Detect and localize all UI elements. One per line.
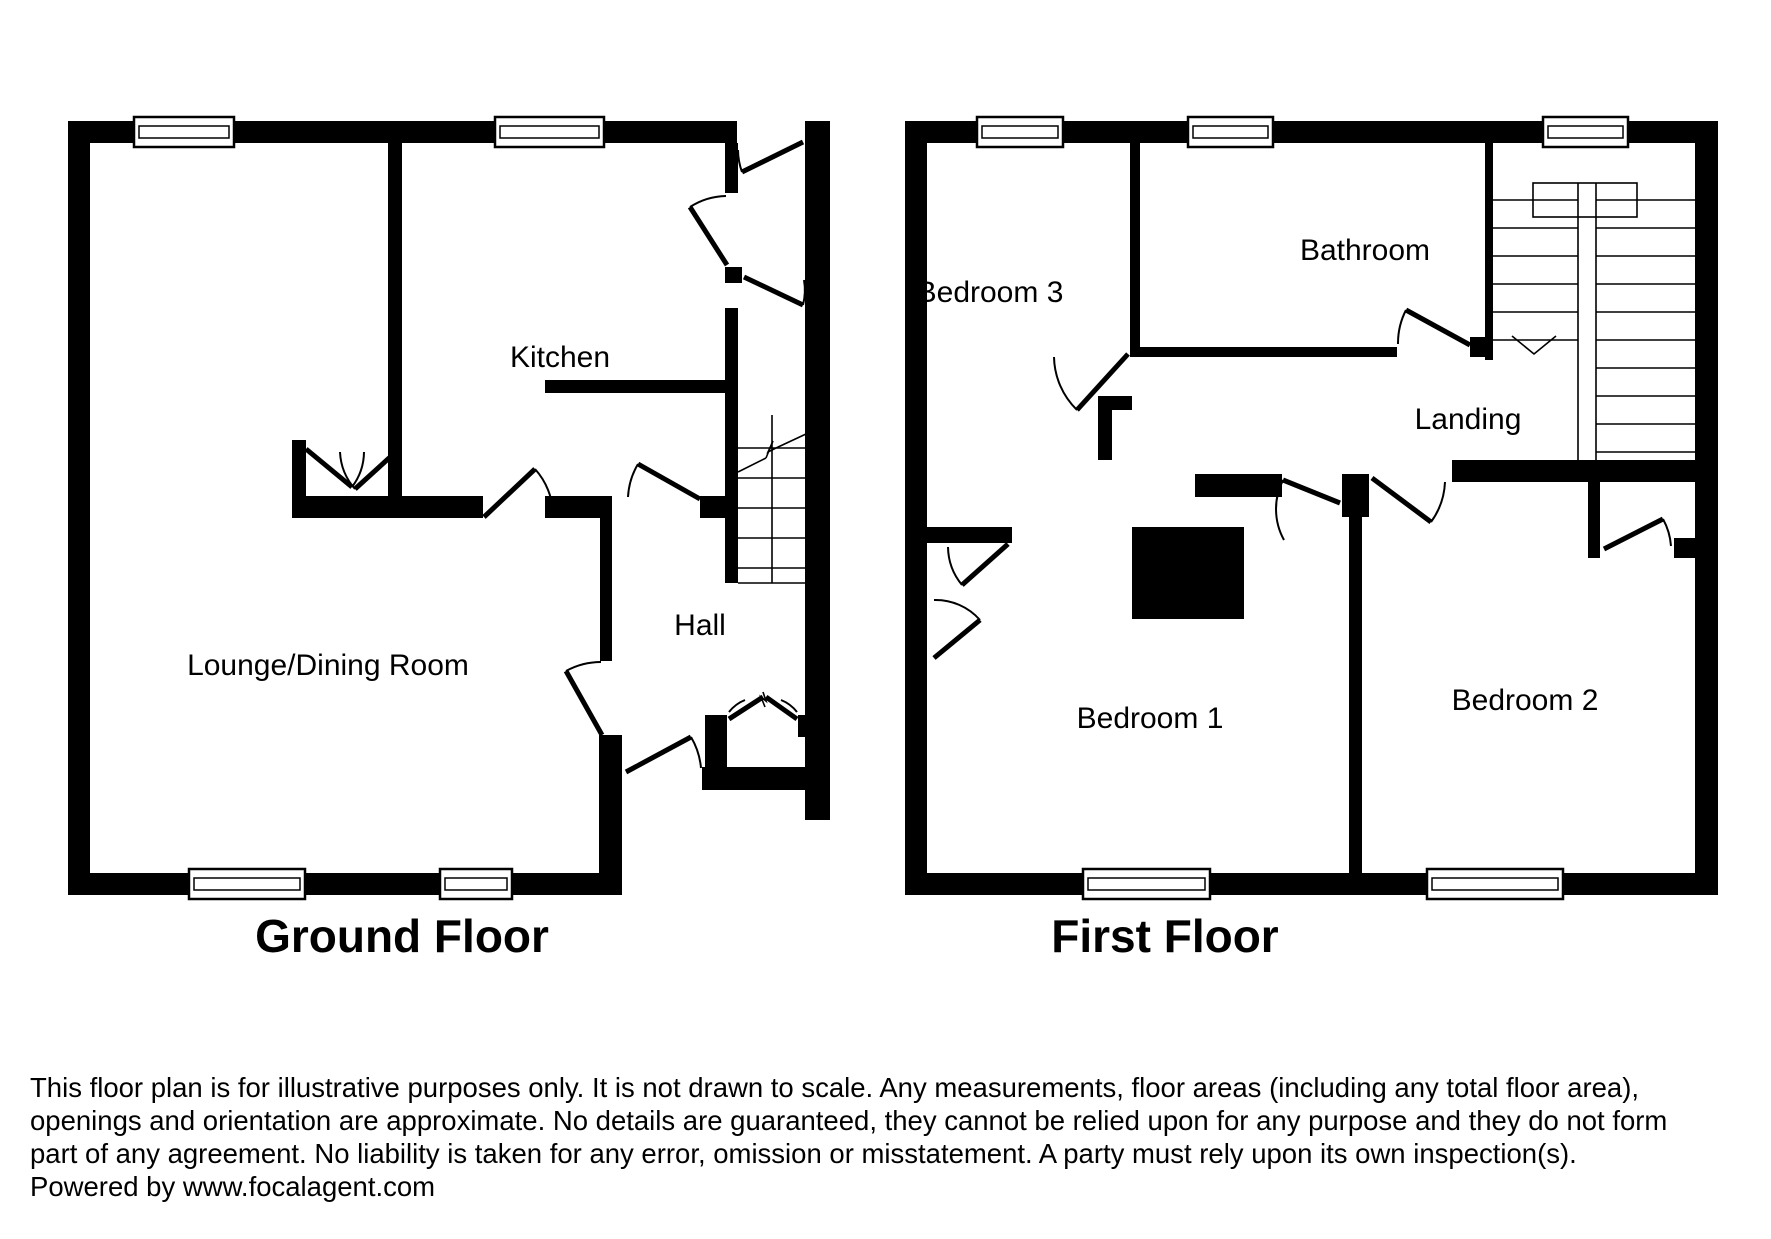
bedroom1-door <box>1276 480 1340 540</box>
disclaimer-line-2: openings and orientation are approximate. No details are guaranteed, they cannot be relied upon for any purpose and they do not form <box>30 1105 1668 1136</box>
window-bedroom2 <box>1427 869 1563 899</box>
kitchen-door <box>484 469 553 517</box>
ground-floor-stairs <box>738 415 806 583</box>
back-double-door <box>729 692 797 719</box>
window-bathroom <box>1188 117 1273 147</box>
label-bedroom2: Bedroom 2 <box>1451 684 1599 717</box>
disclaimer-text <box>30 1072 1667 1202</box>
lounge-hall-door <box>566 662 602 735</box>
label-first-floor: First Floor <box>1051 910 1279 962</box>
window-top-lounge <box>134 117 234 147</box>
stairs-down-arrow <box>1512 336 1556 354</box>
bedroom2-door <box>1372 478 1445 522</box>
front-door <box>738 142 803 172</box>
first-floor-labels <box>917 234 1599 962</box>
label-bathroom: Bathroom <box>1299 234 1431 267</box>
bedroom1-entry-door <box>934 600 980 658</box>
first-floor-stairs <box>1493 183 1695 460</box>
disclaimer-line-3: part of any agreement. No liability is taken for any error, omission or misstatement. A party must rely upon its own inspection(s). <box>30 1138 1577 1169</box>
window-bedroom1 <box>1083 869 1210 899</box>
window-stairs <box>1543 117 1628 147</box>
window-bottom-lounge-right <box>440 869 512 899</box>
label-hall: Hall <box>674 609 726 642</box>
closet-door <box>948 544 1008 585</box>
first-floor-plan <box>905 117 1718 962</box>
window-top-kitchen <box>495 117 604 147</box>
ground-floor-plan <box>68 117 830 962</box>
window-bedroom3 <box>977 117 1063 147</box>
cupboard-door <box>1604 519 1671 549</box>
first-floor-doors <box>934 310 1671 658</box>
label-ground-floor: Ground Floor <box>255 910 549 962</box>
door-vestibule-kitchen <box>690 196 727 265</box>
label-kitchen: Kitchen <box>509 341 611 374</box>
disclaimer-line-4: Powered by www.focalagent.com <box>30 1171 436 1202</box>
label-bedroom1: Bedroom 1 <box>1076 702 1224 735</box>
label-lounge: Lounge/Dining Room <box>187 649 469 682</box>
door-vestibule-corridor <box>744 277 805 305</box>
bathroom-door <box>1398 310 1470 345</box>
window-bottom-lounge-left <box>189 869 305 899</box>
ground-floor-walls <box>68 121 830 895</box>
alcove-door-left <box>306 449 364 487</box>
hall-rear-door <box>626 737 701 772</box>
kitchen-hall-door <box>628 464 700 499</box>
label-landing: Landing <box>1414 403 1522 436</box>
disclaimer-line-1: This floor plan is for illustrative purposes only. It is not drawn to scale. Any measurements, floor areas (including any total floor area), <box>30 1072 1639 1103</box>
label-bedroom3: Bedroom 3 <box>916 276 1064 309</box>
